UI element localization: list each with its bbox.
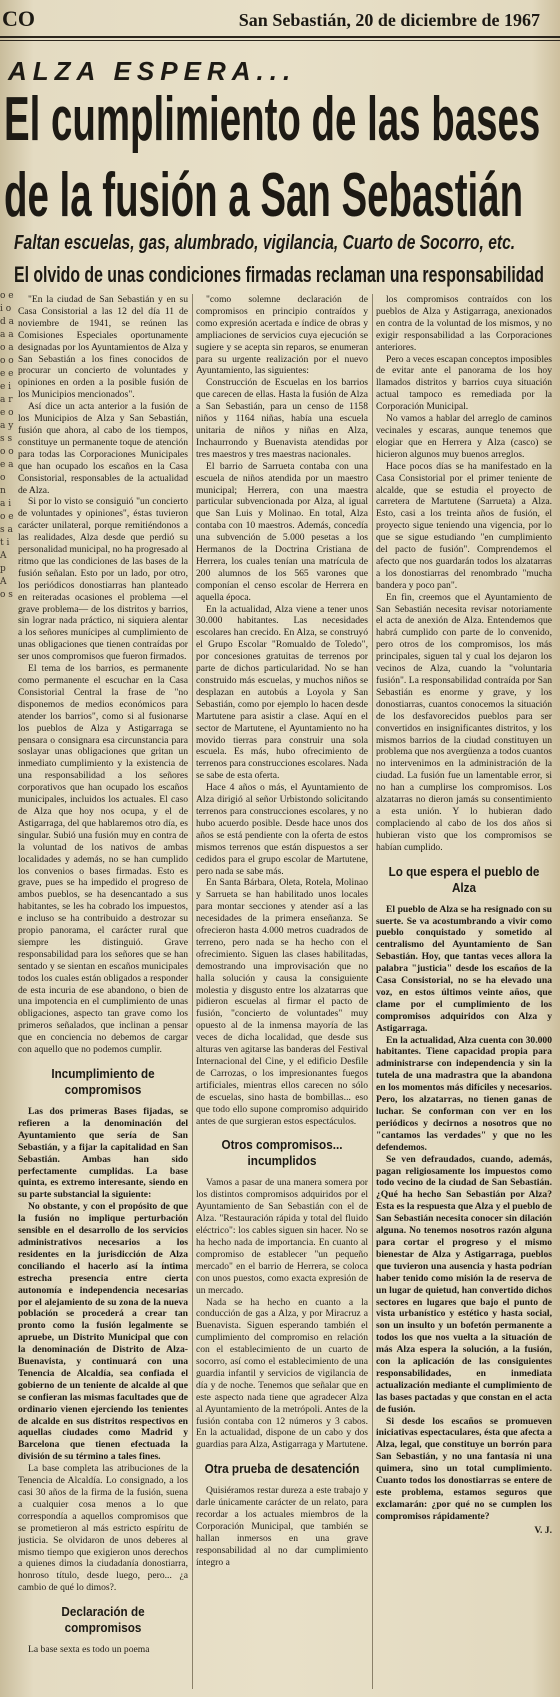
column-1-body-bold bbox=[18, 1106, 188, 1463]
paragraph: En la actualidad, Alza cuenta con 30.000 habitantes. Tiene capacidad propia para administrarse con independencia y sin la tutela de una madrastra que la abandona en los momentos más difíciles y necesarios. Pero, los alzatarras, no tienen ganas de luchar. Se conforman con ver en los periódicos y decirnos a nosotros que no "cantamos las verdades" y que no les defendemos. bbox=[376, 1034, 552, 1153]
article-column-3 bbox=[376, 294, 552, 1694]
column-1-body bbox=[18, 294, 188, 1056]
column-rule bbox=[372, 294, 373, 1689]
adjacent-column-edge: o e i o d a a a o a o o e e e i a r e o a y s s o o e a o n a i o e s a t i A p A o s bbox=[0, 291, 14, 600]
section-heading: Lo que espera el pueblo de Alza bbox=[388, 863, 540, 895]
column-1-tail bbox=[18, 1644, 188, 1656]
column-3-body-bold bbox=[376, 904, 552, 1523]
headline-line-2: de la fusión a San Sebastián bbox=[4, 161, 524, 230]
paragraph: Hace 4 años o más, el Ayuntamiento de Alza dirigió al señor Urbistondo solicitando terrenos para construcciones escolares, y no hubo acuerdo posible. Desde hace unos dos años se está pendiente con la oferta de estos mismos terrenos que están dispuestos a ser cedidos para el grupo escolar de Martutene, pero nada se sabe más. bbox=[196, 782, 368, 877]
paragraph: "En la ciudad de San Sebastián y en su Casa Consistorial a las 12 del día 11 de noviembre de 1941, se reúnen las Comisiones Especiales oportunamente designadas por los Ayuntamientos de Alza y San Sebastián a los fines conocidos de procurar un concierto de voluntades y opiniones en orden a la posible fusión de los Municipios mencionados". bbox=[18, 294, 188, 401]
section-heading: Otros compromisos... incumplidos bbox=[221, 1137, 343, 1169]
article-column-2 bbox=[196, 294, 368, 1694]
paragraph: En la actualidad, Alza viene a tener unos 30.000 habitantes. Las necesidades escolares han crecido. En Alza, se construyó el Grupo Escolar "Romualdo de Toledo", por concesiones gratuitas de terrenos por parte de dichos particularidad. No se han construido más escuelas, y muchos niños se desplazan en autobús a Loyola y San Sebastián, como por ejemplo lo hacen desde Martutene para asistir a clase. Aquí en el sector de Martutene, el Ayuntamiento no ha movido tierras para construir una sola escuela. Es más, hubo ofrecimiento de terrenos para construcciones escolares. Nada se sabe de esta oferta. bbox=[196, 603, 368, 782]
headline-line-1: El cumplimiento de las bases bbox=[4, 85, 541, 154]
paragraph: Quisiéramos restar dureza a este trabajo y darle únicamente carácter de un relato, para recordar a los actuales miembros de la Corporación Municipal, que también se hallan inmersos en una grave responsabilidad al no dar cumplimiento íntegro a bbox=[196, 1485, 368, 1568]
paragraph: los compromisos contraídos con los pueblos de Alza y Astigarraga, anexionados en contra de la voluntad de los mismos, y no exigir responsabilidad a las Corporaciones anteriores. bbox=[376, 294, 552, 353]
paragraph: Nada se ha hecho en cuanto a la conducción de gas a Alza, y por Miracruz a Buenavista. Siguen esperando también el cumplimiento del compromiso en relación con el establecimiento de un cuarto de socorro, así como el establecimiento de una guardia infantil y servicios de vigilancia de día y de noche. Tenemos que señalar que en este aspecto nada tiene que agradecer Alza al Ayuntamiento de la metrópoli. Antes de la fusión contaba con 12 números y 3 cabos. En la actualidad, dispone de un cabo y dos guardias para Alza, Astigarraga y Martutene. bbox=[196, 1296, 368, 1451]
paragraph: Las dos primeras Bases fijadas, se refieren a la denominación del Ayuntamiento que sería de San Sebastián, y a fijar la capitalidad en San Sebastián. Ambas han sido perfectamente cumplidas. La base quinta, es extremo interesante, siendo en su parte substancial la siguiente: bbox=[18, 1106, 188, 1201]
paragraph: Así dice un acta anterior a la fusión de los Municipios de Alza y San Sebastián, fusión que ahora, al cabo de los tiempos, constituye un permanente toque de atención para todas las Corporaciones Municipales que han ocupado los escaños en la Casa Consistorial, responsables de la actualidad de Alza. bbox=[18, 401, 188, 496]
headline bbox=[4, 82, 541, 234]
paragraph: Construcción de Escuelas en los barrios que carecen de ellas. Hasta la fusión de Alza a San Sebastián, para un censo de 1158 niños y 1164 niñas, había una escuela unitaria de niños y niñas en Alza, Inchaurrondo y Buenavista atendidas por tres maestros y tres maestras nacionales. bbox=[196, 377, 368, 460]
paragraph: Si desde los escaños se promueven iniciativas espectaculares, ésta que afecta a Alza, legal, que constituye un borrón para San Sebastián, y no una fantasía ni una quimera, sino un total cumplimiento. Cuanto todos los donostiarras se entere de este problema, estamos seguros que exclamarán: ¿por qué no se cumplen los compromisos rápidamente? bbox=[376, 1415, 552, 1522]
subheadline: Faltan escuelas, gas, alumbrado, vigilancia, Cuarto de Socorro, etc. bbox=[14, 232, 516, 254]
paragraph: Hace pocos días se ha manifestado en la Casa Consistorial por el primer teniente de alcalde, que se estudia el proyecto de carretera de Martutene (Sarrueta) a Alza. Esto, casi a los treinta años de fusión, el proyecto sigue teniendo una vigencia, por lo que se sigue estudiando "en cumplimiento del pacto de fusión". Comprendemos el afecto que nos guardarán todos los alzatarras a los donostiarras del renombrado "mucha bandera y poco pan". bbox=[376, 460, 552, 591]
header-rule bbox=[0, 36, 560, 38]
paragraph: En fin, creemos que el Ayuntamiento de San Sebastián necesita revisar notoriamente el acta de anexión de Alza. Entendemos que habrá cumplido con parte de lo convenido, pero otros de los compromisos, los más principales, siguen tal y cual los dejaron los vecinos de Alza, cuando la "voluntaria fusión". La responsabilidad contraída por San Sebastián es enorme y grave, y los donostiarras, cuantos conocemos la situación de los desfavorecidos pueblos para ser convertidos en insignificantes distritos, y los mismos barrios de la ciudad constituyen un problema que nos avergüenza a todos cuantos no intervenimos en la administración de la ciudad. La fusión fue un lamentable error, si no han a cumplirse los compromisos. Los alzatarras no dieron jamás su consentimiento a esta unión. Y lo hubieran dado complaciendo al cabo de los dos años si hubieran visto que los compromisos se habían cumplido. bbox=[376, 591, 552, 853]
subheadline-2: El olvido de unas condiciones firmadas reclaman una responsabilidad bbox=[14, 262, 544, 287]
paragraph: Si por lo visto se consiguió "un concierto de voluntades y opiniones", éstas tuvieron carácter unilateral, porque remitiéndonos a las realidades, Alza desde que perdió su personalidad municipal, no ha progresado al ritmo que las condiciones de las bases de la fusión señalan. Esto por un lado, por otro, los periódicos donostiarras han planteado en reiteradas ocasiones el problema —el grave problema— de los distritos y barrios, sin lograr nada práctico, ni siquiera alentar a los señores munícipes al cumplimiento de unas obligaciones que tienen contraídas por ser unos compromisos que fueron firmados. bbox=[18, 496, 188, 663]
dateline: San Sebastián, 20 de diciembre de 1967 bbox=[238, 10, 540, 30]
paragraph: El tema de los barrios, es permanente como permanente el escuchar en la Casa Consistorial Central la frase de "no disponemos de medios económicos para atender los barrios", como si al fusionarse los pueblos de Alza y Astigarraga se pensara o consignara esa circunstancia para soslayar unas obligaciones que gritan un inmediato cumplimiento y la existencia de una responsabilidad a los señores corporativos que han ocupado los escaños municipales, incluidos los actuales. El caso de Alza que hoy nos ocupa, y el de Astigarraga, del que hablaremos otro día, es singular. Subió una fusión muy en contra de la voluntad de los nativos de ambas localidades y además, no se han cumplido los convenios o bases firmadas. Esto es grave, pues se ha impedido el progreso de ambos pueblos, se ha desencantado a sus habitantes, se les ha cobrado los impuestos, e incluso se ha contribuido a destrozar su propio panorama, el carácter rural que siempre les distinguió. Grave responsabilidad para los señores que se han sentado y se sientan en escaños municipales todos los cuales están obligados a responder de esta incuria de ese abandono, o bien de una impotencia en el cumplimiento de unas obligaciones, aspecto tan grave como los primeros señalados, que inclinan a pensar que en conciencia no debemos de cargar con aquello que no podemos cumplir. bbox=[18, 663, 188, 1056]
paragraph: En Santa Bárbara, Oleta, Rotela, Molinao y Sarrueta se han habilitado unos locales para montar secciones y atender así a las necesidades de la primera enseñanza. Se ofrecieron hasta 4.000 metros cuadrados de terreno, pero nada se ha hecho con el ofrecimiento. Siguen las clases habilitadas, demostrando una improvisación que no halla solución y causa la consiguiente molestia y disgusto entre los alzatarras que pidieron escuelas al firmar el pacto de fusión, "concierto de voluntades" muy opuesto al de la inmensa mayoría de las veces de dicha localidad, que desde sus alturas ven agitarse las banderas del Festival Internacional del Cine, y el edificio Desfile de Carrozas, o los impresionantes fuegos artificiales, mientras ellos carecen no sólo de escuelas, sino hasta de bombillas... eso que todo ello supone compromiso adquirido antes de que surgieran estos espectáculos. bbox=[196, 877, 368, 1127]
section-label: CO bbox=[2, 6, 35, 31]
paragraph: No vamos a hablar del arreglo de caminos vecinales y escaras, aunque tenemos que elogiar que en Herrera y Alza (casco) se hicieron algunos muy buenos arreglos. bbox=[376, 413, 552, 460]
column-rule bbox=[192, 294, 193, 1689]
author-signature: V. J. bbox=[534, 1524, 552, 1536]
paragraph: El barrio de Sarrueta contaba con una escuela de niños atendida por un maestro municipal; Herrera, con una maestra particular subvencionada por Alza, al igual que San Luis y Molinao. En total, Alza contaba con 10 maestros. Además, concedía una subvención de 5.000 pesetas a los Hermanos de la Doctrina Cristiana de Herrera, los cuales tenían una matrícula de 200 alumnos de los 565 varones que componían el censo escolar de Herrera en aquella época. bbox=[196, 460, 368, 603]
paragraph: Pero a veces escapan conceptos imposibles de evitar ante el panorama de los hoy llamados distritos y barrios cuya situación actual tampoco es remediada por la Corporación Municipal. bbox=[376, 353, 552, 413]
paragraph: La base completa las atribuciones de la Tenencia de Alcaldía. Lo consignado, a los casi 30 años de la firma de la fusión, suena a cualquier cosa menos a lo que correspondía a aquellos compromisos que se prometieron al más estricto espíritu de justicia. Se olvidaron de unos deberes al mismo tiempo que exigieron unos derechos a quienes dimos la ciudadanía donostiarra, honroso título, desde luego, pero... ¿a cambio de qué lo dimos?. bbox=[18, 1463, 188, 1594]
paragraph: Vamos a pasar de una manera somera por los distintos compromisos adquiridos por el Ayuntamiento de San Sebastián con el de Alza. "Restauración rápida y total del fluido eléctrico": los cables siguen sin hacer. No se ha hecho nada de importancia. En cuanto al compromiso de establecer "un pequeño mercado" en el barrio de Herrera, se coloca con unos puestos, como exacta expresión de un mercado. bbox=[196, 1177, 368, 1296]
paragraph: No obstante, y con el propósito de que la fusión no implique perturbación sensible en el desarrollo de los servicios administrativos necesarios a los residentes en la jurisdicción de Alza conciliando el hacerlo así la íntima estrecha presencia entre cierta autonomía e independencia necesarias por el alejamiento de su zona de la nueva población se procederá a crear tan pronto como la fusión legalmente se apruebe, un Distrito Municipal que con la denominación de Distrito de Alza-Buenavista, y continuará con una Tenencia de Alcaldía, sea confiada el gobierno de un teniente de alcalde al que se confieran las mismas facultades que de ordinario vienen ejerciendo los tenientes de alcalde en sus distritos respectivos en aquellas ciudades como Madrid y Barcelona que tienen efectuada la división de su término a tales fines. bbox=[18, 1201, 188, 1463]
section-heading: Declaración de compromisos bbox=[61, 1604, 145, 1636]
header-rule-thin bbox=[0, 40, 560, 41]
article-column-1 bbox=[18, 294, 188, 1694]
paragraph: "como solemne declaración de compromisos en principio contraídos y como expresión acertada e índice de obras y ampliaciones de servicios cuya ejecución se sugiere y se acepta sin reparos, se enumeran para su urgente realización por el nuevo Ayuntamiento, las siguientes: bbox=[196, 294, 368, 377]
section-heading: Otra prueba de desatención bbox=[204, 1461, 360, 1477]
column-1-body-2 bbox=[18, 1463, 188, 1594]
paragraph: La base sexta es todo un poema bbox=[28, 1644, 150, 1656]
section-heading: Incumplimiento de compromisos bbox=[51, 1066, 155, 1097]
paragraph: El pueblo de Alza se ha resignado con su suerte. Se va acostumbrando a vivir como pueblo conquistado y sometido al centralismo del Ayuntamiento de San Sebastián. Hoy, que tantas veces allora la palabra "justicia" desde los escaños de la Casa Consistorial, no se ha elevado una voz, en estos últimos veinte años, que clame por el cumplimiento de los compromisos adquiridos con Alza y Astigarraga. bbox=[376, 903, 552, 1034]
paragraph: Se ven defraudados, cuando, además, pagan religiosamente los impuestos como todo vecino de la ciudad de San Sebastián. ¿Qué ha hecho San Sebastián por Alza? Esta es la respuesta que Alza y el pueblo de San Sebastián necesita conocer sin dilación alguna. No tenemos nosotros razón alguna para cortar el progreso y el mismo bienestar de Alza y Astigarraga, pueblos que tuvieron una ausencia y hasta podrían haber tenido como misión la de reserva de un lugar de quietud, han convertido dichos sectores en lugares que bajo el punto de vista urbanístico y estético y hasta social, son un insulto y un bofetón permanente a todos los que nos vuelta a la situación de más Alza espera la solución, a la fusión, con la aplicación de las consiguientes responsabilidades, en inmediata actualización mediante el cumplimiento de las bases pactadas y que constan en el acta de fusión. bbox=[376, 1153, 552, 1415]
kicker: ALZA ESPERA... bbox=[8, 56, 297, 86]
